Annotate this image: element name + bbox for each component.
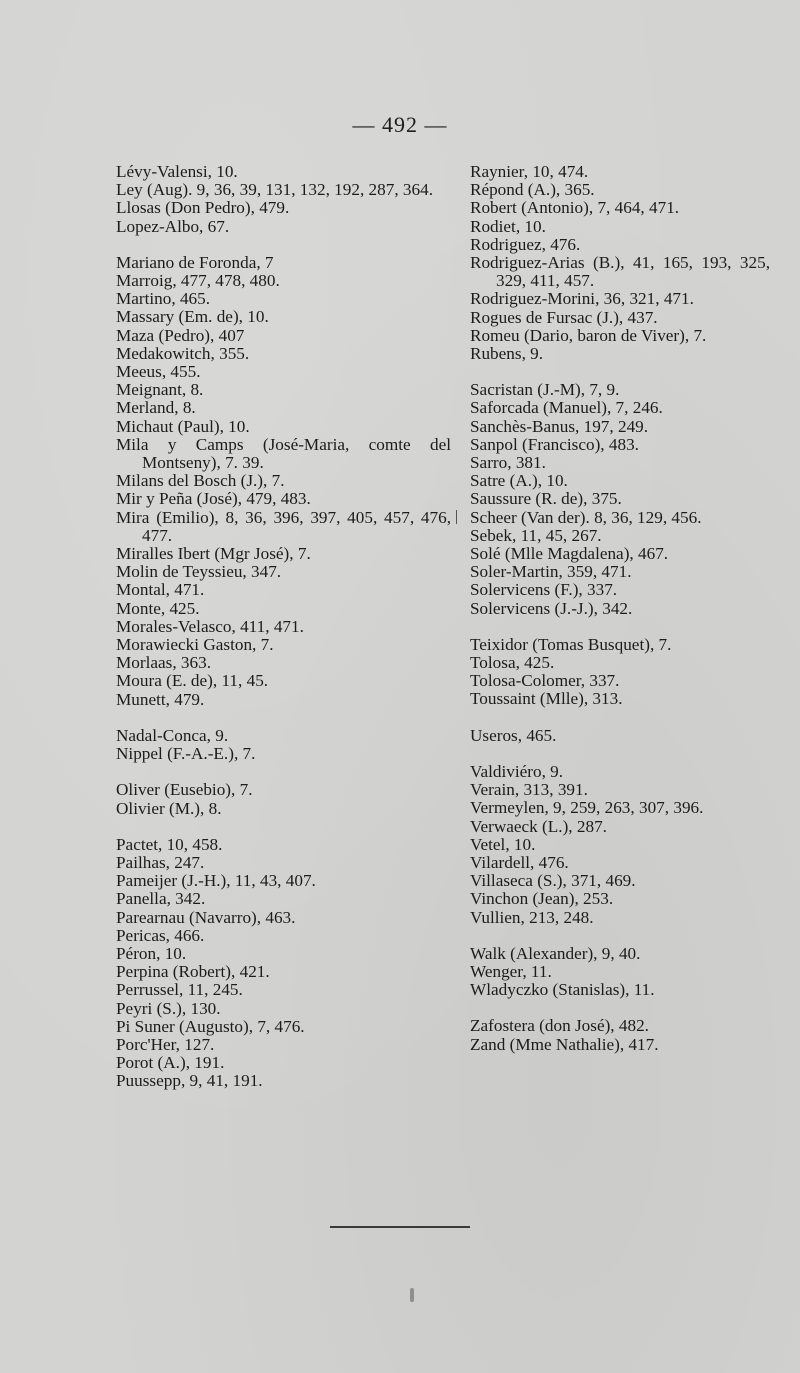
index-entry: Morawiecki Gaston, 7. [116,635,274,655]
index-entry: Raynier, 10, 474. [470,162,589,181]
index-entry: Pailhas, 247. [116,852,205,872]
index-column-left [116,163,451,1091]
index-entry: Teixidor (Tomas Busquet), 7. [470,634,672,654]
index-entry: Scheer (Van der). 8, 36, 129, 456. [470,507,702,527]
index-entry: Porc'Her, 127. [116,1034,215,1054]
index-entry: Vilardell, 476. [470,852,569,872]
index-entry: Répond (A.), 365. [470,180,595,200]
index-entry: Mila y Camps (José-Maria, comte del Montseny), 7. 39. [116,434,451,473]
index-entry: Rodiet, 10. [470,216,546,236]
index-entry: Pericas, 466. [116,925,205,945]
page-number: — 492 — [352,112,448,137]
entry-gap [116,236,451,254]
index-entry: Sebek, 11, 45, 267. [470,525,602,545]
entry-gap [470,999,770,1017]
index-entry: Meignant, 8. [116,380,204,400]
index-entry: Verain, 313, 391. [470,780,588,800]
index-entry: Mira (Emilio), 8, 36, 396, 397, 405, 457, 476, 477. [116,507,451,545]
index-entry: Panella, 342. [116,889,206,909]
index-entry: Perrussel, 11, 245. [116,980,243,1000]
index-entry: Maza (Pedro), 407 [116,325,245,345]
index-entry: Ley (Aug). 9, 36, 39, 131, 132, 192, 287, 364. [116,180,433,200]
index-entry: Toussaint (Mlle), 313. [470,689,623,709]
index-entry: Morlaas, 363. [116,653,211,673]
index-entry: Sacristan (J.-M), 7, 9. [470,380,620,400]
index-entry: Miralles Ibert (Mgr José), 7. [116,544,311,564]
index-entry: Perpina (Robert), 421. [116,962,270,982]
index-entry: Sarro, 381. [470,453,546,473]
index-entry: Sanchès-Banus, 197, 249. [470,416,649,436]
index-entry: Nippel (F.-A.-E.), 7. [116,744,256,764]
entry-gap [470,363,770,381]
entry-gap [470,618,770,636]
index-entry: Monte, 425. [116,598,200,618]
index-entry: Useros, 465. [470,725,557,745]
index-entry: Parearnau (Navarro), 463. [116,907,296,927]
index-entry: Wladyczko (Stanislas), 11. [470,980,655,1000]
index-entry: Nadal-Conca, 9. [116,725,229,745]
index-entry: Rogues de Fursac (J.), 437. [470,307,658,327]
index-entry: Pactet, 10, 458. [116,834,223,854]
entry-gap [470,709,770,727]
entry-gap [116,763,451,781]
index-entry: Peyri (S.), 130. [116,998,221,1018]
index-entry: Zand (Mme Nathalie), 417. [470,1034,659,1054]
index-entry: Meeus, 455. [116,362,201,382]
index-entry: Wenger, 11. [470,961,552,981]
index-entry: Vermeylen, 9, 259, 263, 307, 396. [470,798,704,818]
index-entry: Solervicens (F.), 337. [470,580,618,600]
index-entry: Satre (A.), 10. [470,471,568,491]
index-entry: Martino, 465. [116,289,211,309]
index-entry: Lévy-Valensi, 10. [116,162,238,181]
index-column-right [470,163,770,1054]
index-entry: Medakowitch, 355. [116,343,250,363]
entry-gap [470,745,770,763]
index-entry: Vetel, 10. [470,834,536,854]
index-entry: Mir y Peña (José), 479, 483. [116,489,311,509]
index-entry: Romeu (Dario, baron de Viver), 7. [470,325,707,345]
index-entry: Munett, 479. [116,689,205,709]
index-entry: Saforcada (Manuel), 7, 246. [470,398,663,418]
index-entry: Pameijer (J.-H.), 11, 43, 407. [116,871,316,891]
index-entry: Rodriguez-Arias (B.), 41, 165, 193, 325, 329, 411, 457. [470,253,770,291]
index-entry: Walk (Alexander), 9, 40. [470,943,641,963]
index-entry: Saussure (R. de), 375. [470,489,622,509]
entry-gap [470,927,770,945]
column-divider-mark [456,510,457,524]
index-entry: Oliver (Eusebio), 7. [116,780,253,800]
index-entry: Milans del Bosch (J.), 7. [116,471,285,491]
index-entry: Solé (Mlle Magdalena), 467. [470,544,669,564]
index-entry: Llosas (Don Pedro), 479. [116,198,290,218]
index-entry: Rodriguez, 476. [470,234,581,254]
index-entry: Puussepp, 9, 41, 191. [116,1071,263,1091]
index-entry: Villaseca (S.), 371, 469. [470,871,636,891]
index-entry: Péron, 10. [116,943,187,963]
index-entry: Tolosa-Colomer, 337. [470,671,620,691]
index-entry: Lopez-Albo, 67. [116,216,230,236]
entry-gap [116,709,451,727]
index-entry: Sanpol (Francisco), 483. [470,434,639,454]
index-entry: Merland, 8. [116,398,196,418]
index-entry: Rodriguez-Morini, 36, 321, 471. [470,289,694,309]
index-entry: Mariano de Foronda, 7 [116,252,274,272]
index-entry: Moura (E. de), 11, 45. [116,671,269,691]
index-entry: Marroig, 477, 478, 480. [116,271,280,291]
index-entry: Olivier (M.), 8. [116,798,222,818]
index-entry: Soler-Martin, 359, 471. [470,562,632,582]
index-entry: Zafostera (don José), 482. [470,1016,649,1036]
index-entry: Porot (A.), 191. [116,1053,225,1073]
bottom-rule [330,1226,470,1228]
index-entry: Massary (Em. de), 10. [116,307,269,327]
index-entry: Vullien, 213, 248. [470,907,594,927]
index-entry: Michaut (Paul), 10. [116,416,250,436]
index-entry: Valdiviéro, 9. [470,761,564,781]
index-entry: Solervicens (J.-J.), 342. [470,598,633,618]
paper-speck [410,1288,414,1302]
entry-gap [116,818,451,836]
index-entry: Morales-Velasco, 411, 471. [116,616,304,636]
index-entry: Tolosa, 425. [470,653,555,673]
index-entry: Molin de Teyssieu, 347. [116,562,282,582]
index-entry: Pi Suner (Augusto), 7, 476. [116,1016,305,1036]
index-entry: Robert (Antonio), 7, 464, 471. [470,198,680,218]
index-entry: Verwaeck (L.), 287. [470,816,607,836]
index-entry: Vinchon (Jean), 253. [470,889,614,909]
index-entry: Montal, 471. [116,580,205,600]
index-entry: Rubens, 9. [470,344,544,364]
